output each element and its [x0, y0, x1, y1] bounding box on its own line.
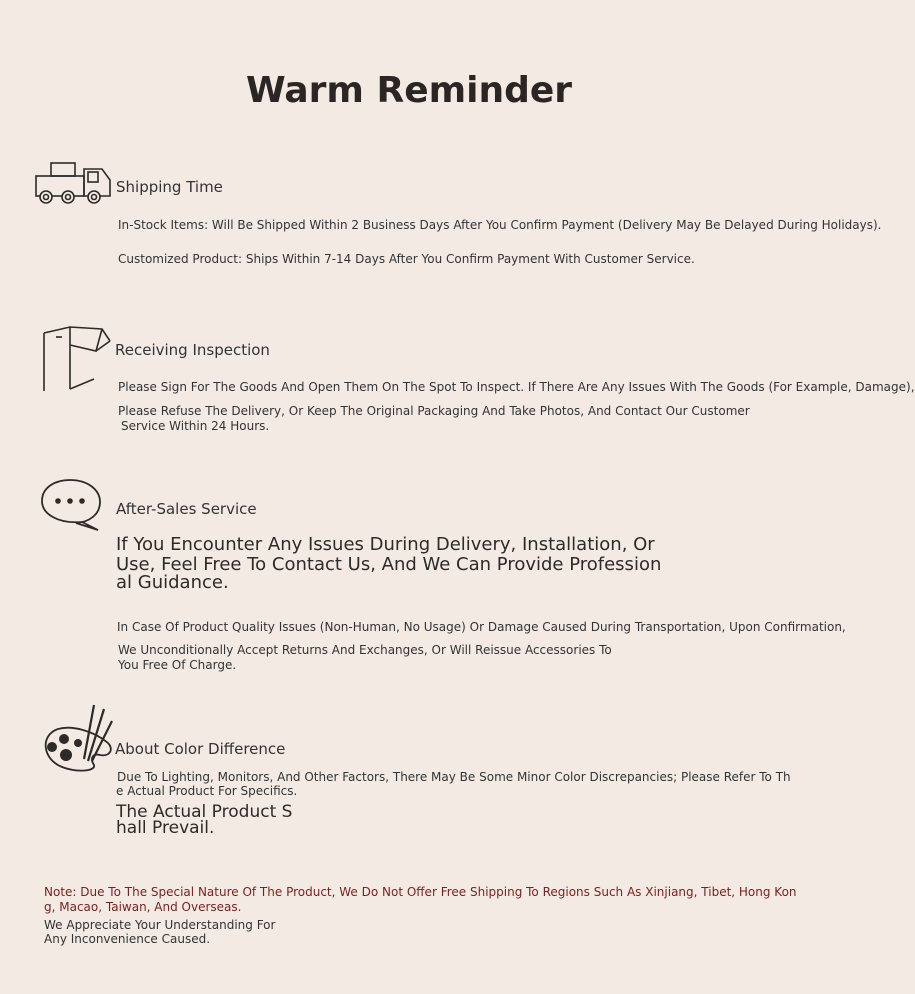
- shipping-line-2: Customized Product: Ships Within 7-14 Days After You Confirm Payment With Customer Service.: [118, 252, 695, 266]
- paint-palette-icon: [38, 703, 118, 773]
- truck-icon: [34, 160, 114, 206]
- speech-bubble-icon: [40, 478, 104, 534]
- box-icon: [40, 323, 112, 395]
- note-red-2: g, Macao, Taiwan, And Overseas.: [44, 900, 242, 914]
- aftersales-big-1: If You Encounter Any Issues During Delivery, Installation, Or: [116, 534, 655, 555]
- page-title: Warm Reminder: [245, 70, 573, 111]
- color-line-1a: Due To Lighting, Monitors, And Other Factors, There May Be Some Minor Color Discrepancies; Please Refer To Th: [117, 770, 791, 784]
- note-red-1: Note: Due To The Special Nature Of The Product, We Do Not Offer Free Shipping To Regions Such As Xinjiang, Tibet, Hong Kon: [44, 885, 797, 899]
- aftersales-line-2a: We Unconditionally Accept Returns And Exchanges, Or Will Reissue Accessories To: [118, 643, 612, 657]
- aftersales-big-3: al Guidance.: [116, 572, 229, 593]
- color-line-1b: e Actual Product For Specifics.: [116, 784, 298, 798]
- inspection-line-2b: Service Within 24 Hours.: [121, 419, 270, 433]
- aftersales-big-2: Use, Feel Free To Contact Us, And We Can Provide Profession: [116, 554, 662, 575]
- color-big-2: hall Prevail.: [116, 818, 215, 838]
- inspection-heading: Receiving Inspection: [115, 341, 270, 359]
- color-big-1: The Actual Product S: [116, 802, 293, 822]
- shipping-heading: Shipping Time: [116, 178, 223, 196]
- note-dark-2: Any Inconvenience Caused.: [44, 932, 211, 946]
- inspection-line-1: Please Sign For The Goods And Open Them On The Spot To Inspect. If There Are Any Issues With The Goods (For Example, Damage),: [118, 380, 915, 394]
- inspection-line-2a: Please Refuse The Delivery, Or Keep The Original Packaging And Take Photos, And Contact Our Customer: [118, 404, 750, 418]
- aftersales-line-2b: You Free Of Charge.: [118, 658, 237, 672]
- shipping-line-1: In-Stock Items: Will Be Shipped Within 2 Business Days After You Confirm Payment (Delivery May Be Delayed During Holidays).: [118, 218, 882, 232]
- aftersales-heading: After-Sales Service: [116, 500, 257, 518]
- color-heading: About Color Difference: [115, 740, 286, 758]
- note-dark-1: We Appreciate Your Understanding For: [44, 918, 276, 932]
- aftersales-line-1: In Case Of Product Quality Issues (Non-Human, No Usage) Or Damage Caused During Transportation, Upon Confirmation,: [117, 620, 846, 634]
